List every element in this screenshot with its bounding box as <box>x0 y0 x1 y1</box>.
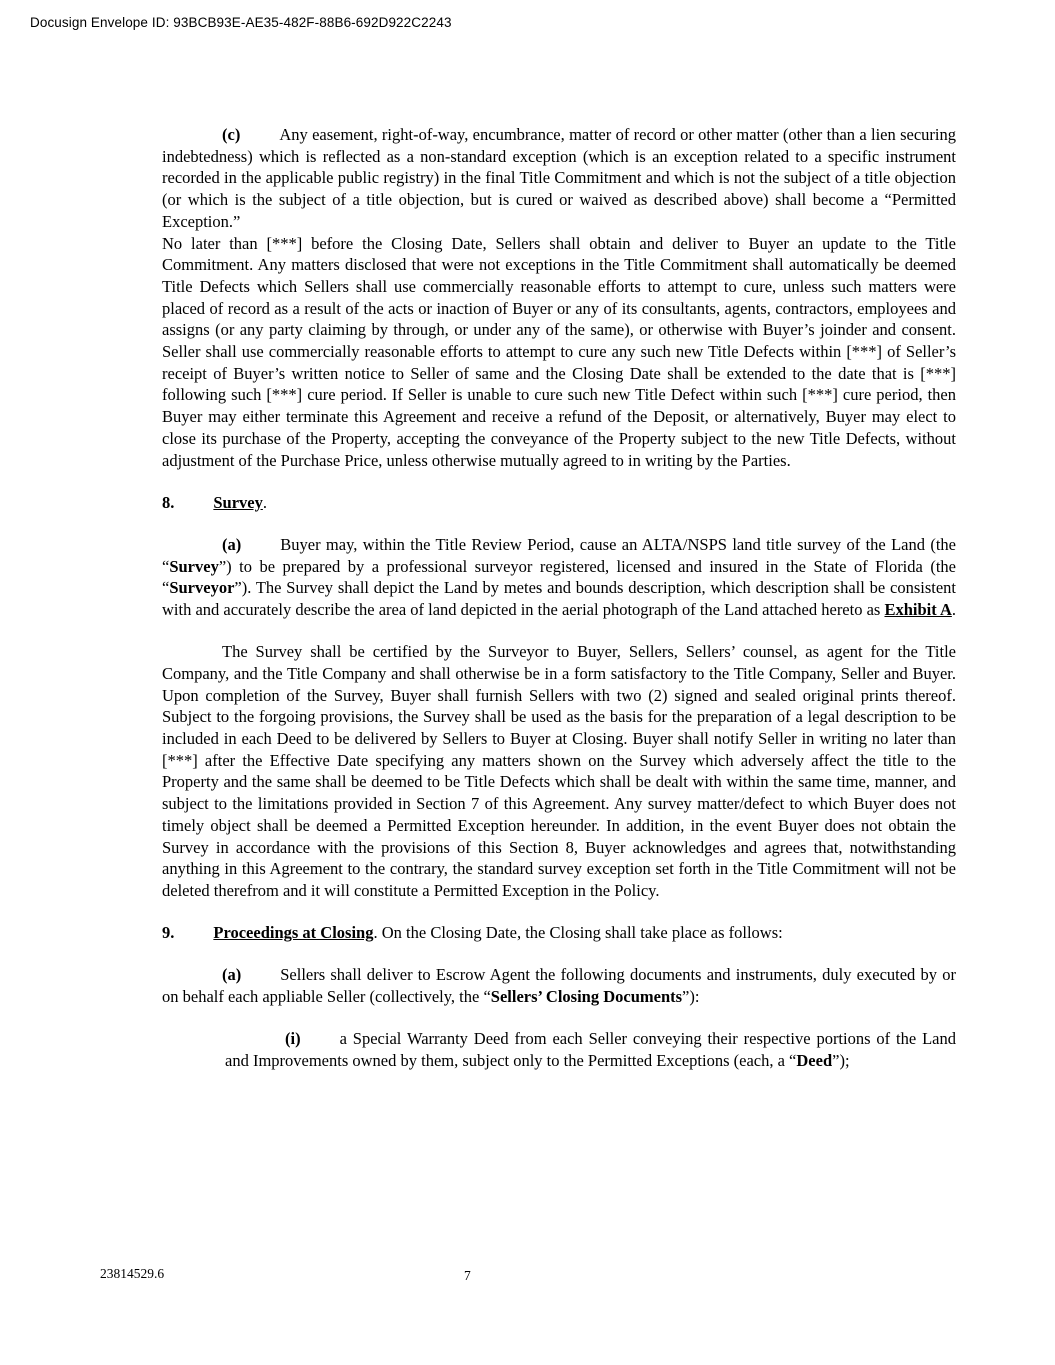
paragraph-title-commitment-update: No later than [***] before the Closing Date, Sellers shall obtain and deliver to Buyer an update to the Title Commitment. Any matters disclosed that were not exceptions in the Title Commitment shall automatically be deemed Title Defects which Sellers shall use commercially reasonable efforts to attempt to cure, unless such matters were placed of record as a result of the acts or inaction of Buyer or any of its consultants, agents, contractors, employees and assigns (or any party claiming by through, or under any of the same), or otherwise with Buyer’s joinder and consent. Seller shall use commercially reasonable efforts to attempt to cure any such new Title Defects within [***] of Seller’s receipt of Buyer’s written notice to Seller of same and the Closing Date shall be extended to the date that is [***] following such [***] cure period. If Seller is unable to cure such new Title Defect within such [***] cure period, then Buyer may either terminate this Agreement and receive a refund of the Deposit, or alternatively, Buyer may elect to close its purchase of the Property, accepting the conveyance of the Property subject to the new Title Defects, without adjustment of the Purchase Price, unless otherwise mutually agreed to in writing by the Parties. <box>162 233 956 470</box>
footer-doc-number: 23814529.6 <box>100 1266 165 1281</box>
paragraph-survey-certification: The Survey shall be certified by the Surveyor to Buyer, Sellers, Sellers’ counsel, as agent for the Title Company, and the Title Company and shall otherwise be in a form satisfactory to the Title Company, Seller and Buyer. Upon completion of the Survey, Buyer shall furnish Sellers with two (2) signed and sealed original prints thereof. Subject to the forgoing provisions, the Survey shall be used as the basis for the preparation of a legal description to be included in each Deed to be delivered by Sellers to Buyer at Closing. Buyer shall notify Seller in writing no later than [***] after the Effective Date specifying any matters shown on the Survey which adversely affect the title to the Property and the same shall be deemed to be Title Defects which shall be dealt with within the same time, manner, and subject to the limitations provided in Section 7 of this Agreement. Any survey matter/defect to which Buyer does not timely object shall be deemed a Permitted Exception hereunder. In addition, in the event Buyer does not obtain the Survey in accordance with the provisions of this Section 8, Buyer acknowledges and agrees that, notwithstanding anything in this Agreement to the contrary, the standard survey exception set forth in the Title Commitment will not be deleted therefrom and it will constitute a Permitted Exception in the Policy. <box>162 642 956 900</box>
footer-page-number: 7 <box>464 1268 471 1283</box>
paragraph-section-9a-i: (i) a Special Warranty Deed from each Seller conveying their respective portions of the Land and Improvements owned by them, subject only to the Permitted Exceptions (each, a “Deed”); <box>225 1029 956 1071</box>
section-8-heading: 8. Survey. <box>162 492 267 512</box>
docusign-envelope-id: Docusign Envelope ID: 93BCB93E-AE35-482F-88B6-692D922C2243 <box>30 15 452 30</box>
section-9-heading: 9. Proceedings at Closing. On the Closing Date, the Closing shall take place as follows: <box>162 923 783 943</box>
paragraph-section-8a: (a) Buyer may, within the Title Review Period, cause an ALTA/NSPS land title survey of the Land (the “Survey”) to be prepared by a professional surveyor registered, licensed and insured in the State of Florida (the “Surveyor”). The Survey shall depict the Land by metes and bounds description, which description shall be consistent with and accurately describe the area of land depicted in the aerial photograph of the Land attached hereto as Exhibit A. <box>162 534 956 620</box>
document-body <box>162 124 956 1092</box>
paragraph-clause-c: (c) Any easement, right-of-way, encumbrance, matter of record or other matter (other than a lien securing indebtedness) which is reflected as a non-standard exception (which is an exception related to a specific instrument recorded in the applicable public registry) in the final Title Commitment and which is not the subject of a title objection (or which is the subject of a title objection, but is cured or waived as described above) shall become a “Permitted Exception.” <box>162 125 956 231</box>
paragraph-section-9a: (a) Sellers shall deliver to Escrow Agent the following documents and instruments, duly executed by or on behalf each appliable Seller (collectively, the “Sellers’ Closing Documents”): <box>162 965 956 1007</box>
